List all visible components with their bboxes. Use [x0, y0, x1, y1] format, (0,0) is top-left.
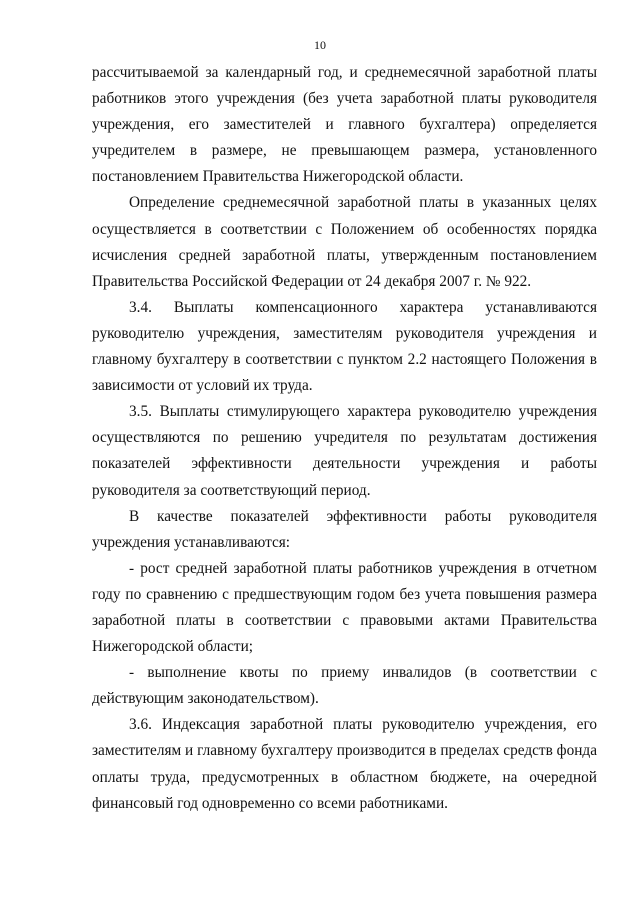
- paragraph-3-5: 3.5. Выплаты стимулирующего характера руководителю учреждения осуществляются по решению учредителя по результатам достижения показателей эффективности деятельности учреждения и работы руководителя за соответствующий период.: [92, 403, 597, 499]
- paragraph-average-salary: Определение среднемесячной заработной платы в указанных целях осуществляется в соответствии с Положением об особенностях порядка исчисления средней заработной платы, утвержденным постановлением Правительства Российской Федерации от 24 декабря 2007 г. № 922.: [92, 194, 597, 290]
- paragraph-continuation: рассчитываемой за календарный год, и среднемесячной заработной платы работников этого учреждения (без учета заработной платы руководителя учреждения, его заместителей и главного бухгалтера) определяется учредителем в размере, не превышающем размера, установленного постановлением Правительства Нижегородской области.: [92, 64, 597, 186]
- list-item-salary-growth: - рост средней заработной платы работников учреждения в отчетном году по сравнению с предшествующим годом без учета повышения размера заработной платы в соответствии с правовыми актами Правительства Нижегородской области;: [92, 559, 597, 656]
- document-body: [92, 60, 597, 817]
- list-item-disability-quota: - выполнение квоты по приему инвалидов (в соответствии с действующим законодательством).: [92, 664, 597, 708]
- paragraph-3-6: 3.6. Индексация заработной платы руководителю учреждения, его заместителям и главному бухгалтеру производится в пределах средств фонда оплаты труда, предусмотренных в областном бюджете, на очередной финансовый год одновременно со всеми работниками.: [92, 716, 597, 812]
- paragraph-indicators-intro: В качестве показателей эффективности работы руководителя учреждения устанавливаются:: [92, 507, 597, 551]
- page-number: 10: [314, 38, 326, 52]
- paragraph-3-4: 3.4. Выплаты компенсационного характера устанавливаются руководителю учреждения, заместителям руководителя учреждения и главному бухгалтеру в соответствии с пунктом 2.2 настоящего Положения в зависимости от условий их труда.: [92, 298, 597, 395]
